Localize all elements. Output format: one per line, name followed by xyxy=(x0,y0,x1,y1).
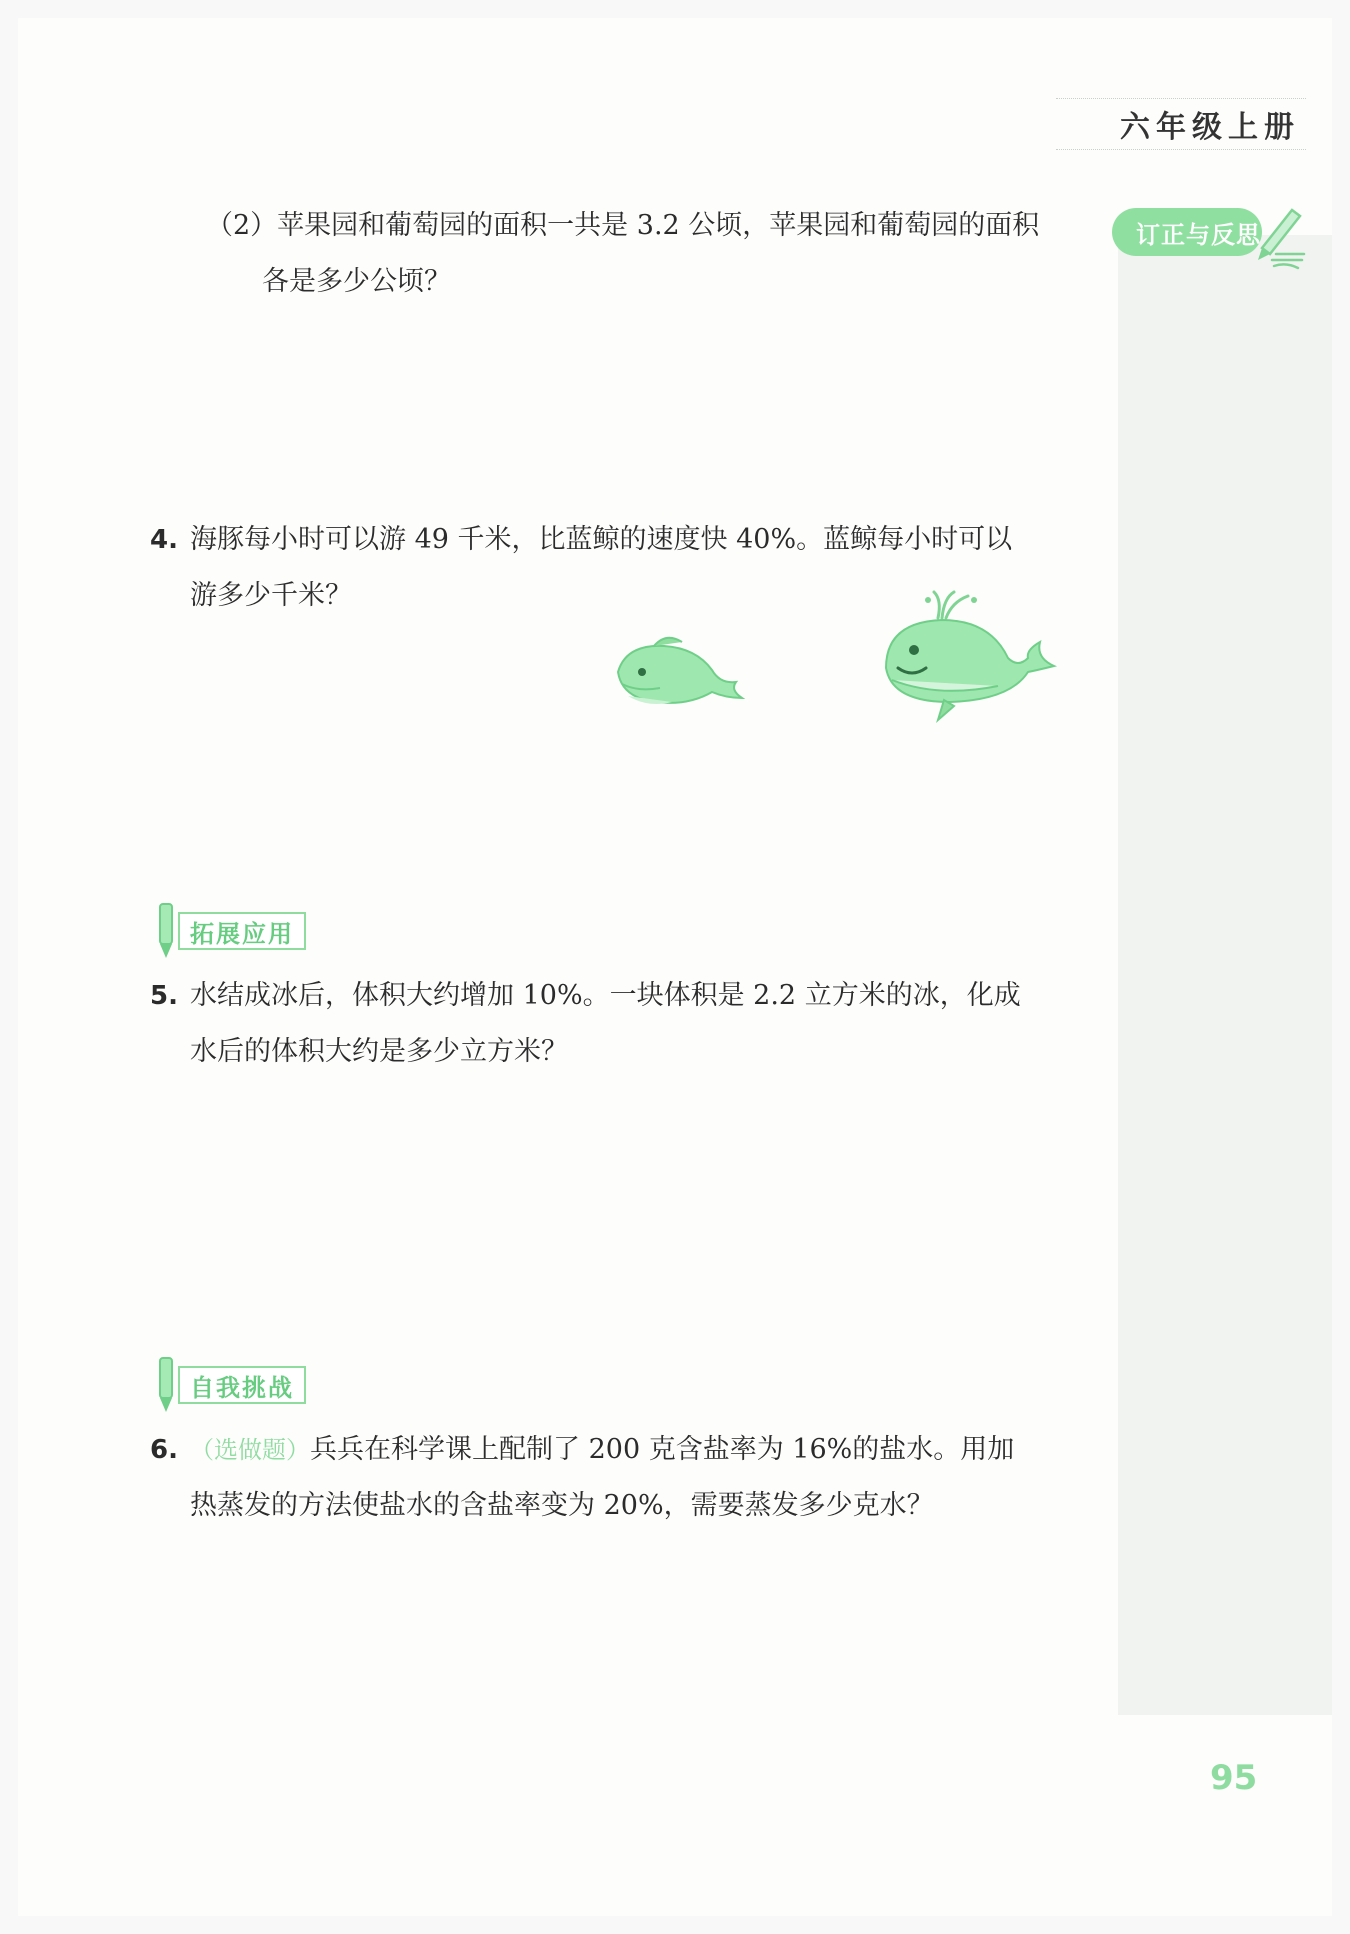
optional-tag: （选做题） xyxy=(190,1436,310,1464)
section-challenge-label: 自我挑战 xyxy=(178,1366,306,1404)
correction-column xyxy=(1118,235,1332,1715)
q4-number: 4. xyxy=(150,525,178,555)
q6-line2: 热蒸发的方法使盐水的含盐率变为 20%，需要蒸发多少克水？ xyxy=(190,1490,934,1521)
marker-pen-icon xyxy=(152,900,180,960)
grade-header: 六年级上册 xyxy=(1056,98,1306,150)
q4-line1: 海豚每小时可以游 49 千米，比蓝鲸的速度快 40%。蓝鲸每小时可以 xyxy=(190,524,1013,555)
whale-illustration xyxy=(878,588,1058,728)
q6-line1 xyxy=(190,1430,1014,1470)
section-self-challenge xyxy=(152,1360,322,1408)
q4-line2: 游多少千米？ xyxy=(190,580,352,611)
q3-part2-line2: 各是多少公顷？ xyxy=(262,266,451,297)
q5-line2: 水后的体积大约是多少立方米？ xyxy=(190,1036,568,1067)
q3-part2-line1: （2）苹果园和葡萄园的面积一共是 3.2 公顷，苹果园和葡萄园的面积 xyxy=(206,210,1040,241)
section-extend-label: 拓展应用 xyxy=(178,912,306,950)
q5-number: 5. xyxy=(150,981,178,1011)
marker-pen-icon xyxy=(152,1354,180,1414)
q5-line1: 水结成冰后，体积大约增加 10%。一块体积是 2.2 立方米的冰，化成 xyxy=(190,980,1021,1011)
page-number: 95 xyxy=(1210,1758,1258,1798)
dolphin-illustration xyxy=(608,632,748,716)
q6-number: 6. xyxy=(150,1435,178,1465)
correction-reflection-badge: 订正与反思 xyxy=(1112,208,1262,256)
q6-line1-text: 兵兵在科学课上配制了 200 克含盐率为 16%的盐水。用加 xyxy=(310,1434,1015,1465)
section-extend-application xyxy=(152,906,322,954)
pencil-icon xyxy=(1252,204,1308,274)
